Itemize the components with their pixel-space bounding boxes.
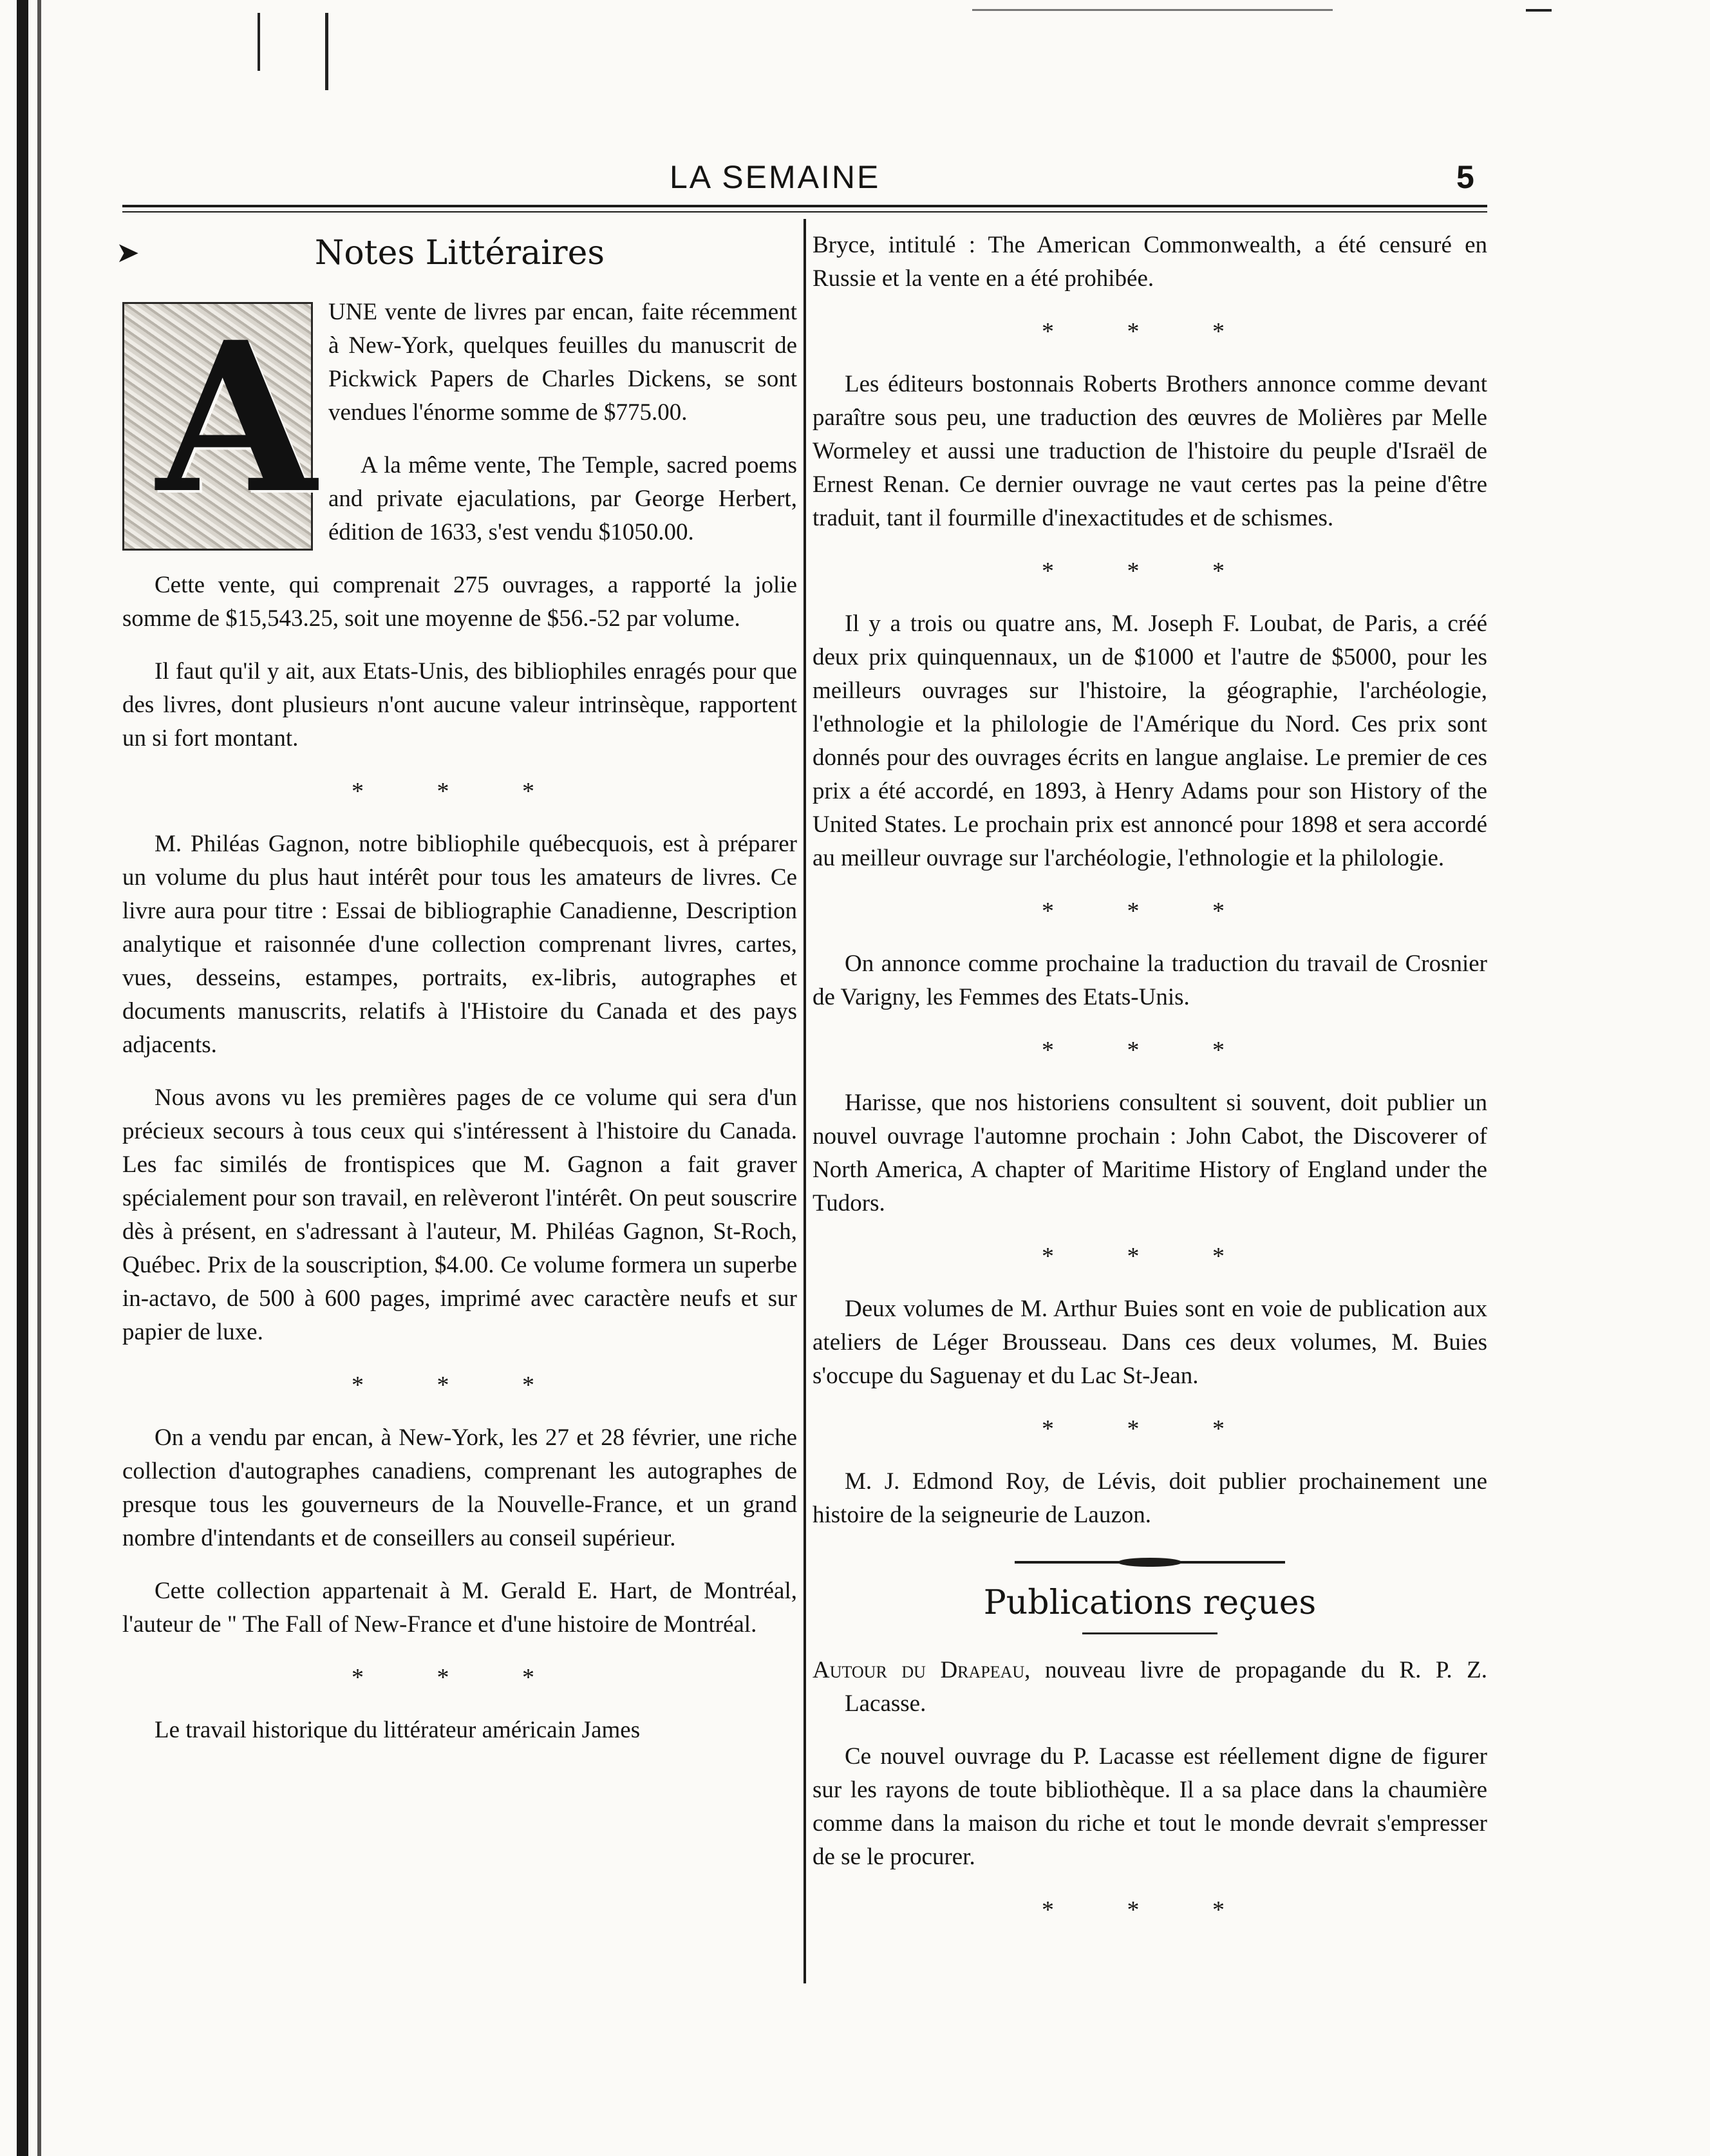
paragraph: Cette vente, qui comprenait 275 ouvrages, a rapporté la jolie somme de $15,543.25, soit une moyenne de $56.-52 par volume. — [122, 572, 797, 632]
scan-mark — [1526, 9, 1552, 12]
paragraph: M. Philéas Gagnon, notre bibliophile québecquois, est à préparer un volume du plus haut intérêt pour tous les amateurs de livres. Ce livre aura pour titre : Essai de bibliographie Canadienne, Description analytique et raisonnée d'une collection comprenant livres, cartes, vues, desseins, estampes, portraits, ex-libris, autographes et documents manuscrits, relatifs à l'Histoire du Canada et des pays adjacents. — [122, 831, 797, 1058]
paragraph: Bryce, intitulé : The American Commonwealth, a été censuré en Russie et la vente en a été prohibée. — [813, 232, 1487, 292]
ornamental-rule — [1015, 1558, 1285, 1567]
paragraph: A la même vente, The Temple, sacred poems and private ejaculations, par George Herbert, édition de 1633, s'est vendu $1050.00. — [328, 452, 797, 545]
asterism-separator: * * * — [1042, 1037, 1258, 1064]
scan-mark — [258, 13, 260, 71]
book-description: nouveau livre de propagande du R. P. Z. Lacasse. — [845, 1657, 1487, 1717]
asterism-separator: * * * — [352, 1372, 568, 1399]
section-title-text: Notes Littéraires — [314, 234, 605, 272]
paragraph: Il faut qu'il y ait, aux Etats-Unis, des bibliophiles enragés pour que des livres, dont plusieurs n'ont aucune valeur intrinsèque, rapportent un si fort montant. — [122, 658, 797, 752]
asterism-separator: * * * — [352, 1664, 568, 1691]
dropcap-letter: A — [156, 298, 317, 539]
section-title-publications-recues: Publications reçues — [983, 1584, 1317, 1622]
left-column — [116, 229, 797, 1766]
asterism-separator: * * * — [1042, 1243, 1258, 1270]
page-edge-shadow-inner — [37, 0, 41, 2156]
column-divider — [803, 219, 806, 1983]
header-rule — [122, 205, 1487, 213]
paragraph: On annonce comme prochaine la traduction du travail de Crosnier de Varigny, les Femmes des Etats-Unis. — [813, 950, 1487, 1010]
ornament-center — [1118, 1558, 1182, 1567]
title-underline — [1082, 1632, 1217, 1634]
section-title-notes-litteraires — [116, 234, 797, 272]
book-title: Autour du Drapeau, — [813, 1657, 1031, 1683]
paragraph: Ce nouvel ouvrage du P. Lacasse est réellement digne de figurer sur les rayons de toute bibliothèque. Il a sa place dans la chaumière comme dans la maison du riche et tout le monde devrait s'empresser de se le procurer. — [813, 1743, 1487, 1870]
paragraph: Deux volumes de M. Arthur Buies sont en voie de publication aux ateliers de Léger Brousseau. Dans ces deux volumes, M. Buies s'occupe du Saguenay et du Lac St-Jean. — [813, 1296, 1487, 1389]
asterism-separator: * * * — [1042, 898, 1258, 925]
running-header-title: LA SEMAINE — [670, 159, 881, 195]
ornamental-dropcap — [122, 298, 317, 551]
asterism-separator: * * * — [352, 778, 568, 805]
paragraph: Nous avons vu les premières pages de ce volume qui sera d'un précieux secours à tous ceux qui s'intéressent à l'histoire du Canada. Les fac similés de frontispices que M. Gagnon a fait graver spécialement pour son travail, en relèveront l'intérêt. On peut souscrire dès à présent, en s'adressant à l'auteur, M. Philéas Gagnon, St-Roch, Québec. Prix de la souscription, $4.00. Ce volume formera un superbe in-actavo, de 500 à 600 pages, imprimé avec caractère neufs et sur papier de luxe. — [122, 1084, 797, 1345]
paragraph: Il y a trois ou quatre ans, M. Joseph F. Loubat, de Paris, a créé deux prix quinquennaux, un de $1000 et l'autre de $5000, pour les meilleurs ouvrages sur l'histoire, la géographie, l'archéologie, l'ethnologie et la philologie de l'Amérique du Nord. Ces prix sont donnés pour des ouvrages écrits en langue anglaise. Le premier de ces prix a été accordé, en 1893, à Henry Adams pour son History of the United States. Le prochain prix est annoncé pour 1898 et sera accordé au meilleur ouvrage sur l'archéologie, l'ethnologie et la philologie. — [813, 610, 1487, 871]
paragraph: Harisse, que nos historiens consultent si souvent, doit publier un nouvel ouvrage l'automne prochain : John Cabot, the Discoverer of North America, A chapter of Maritime History of England under the Tudors. — [813, 1090, 1487, 1216]
paragraph: On a vendu par encan, à New-York, les 27 et 28 février, une riche collection d'autographes canadiens, comprenant les autographes de presque tous les gouverneurs de la Nouvelle-France, et un grand nombre d'intendants et de conseillers au conseil supérieur. — [122, 1424, 797, 1551]
scan-mark — [972, 9, 1333, 11]
pointing-hand-icon: ➤ — [116, 236, 140, 269]
right-column — [813, 229, 1487, 1946]
asterism-separator: * * * — [1042, 558, 1258, 585]
paragraph: Le travail historique du littérateur américain James — [155, 1717, 641, 1743]
paragraph: Les éditeurs bostonnais Roberts Brothers annonce comme devant paraître sous peu, une traduction des œuvres de Molières par Melle Wormeley et aussi une traduction de l'histoire du peuple d'Israël de Ernest Renan. Ce dernier ouvrage ne vaut certes pas la peine d'être traduit, tant il fourmille d'inexactitudes et de schismes. — [813, 371, 1487, 531]
asterism-separator: * * * — [1042, 1896, 1258, 1924]
paragraph: UNE vente de livres par encan, faite récemment à New-York, quelques feuilles du manuscrit de Pickwick Papers de Charles Dickens, se sont vendues l'énorme somme de $775.00. — [328, 299, 797, 426]
asterism-separator: * * * — [1042, 318, 1258, 345]
page-edge-shadow — [17, 0, 28, 2156]
asterism-separator: * * * — [1042, 1415, 1258, 1442]
scan-mark — [325, 13, 328, 90]
paragraph: Cette collection appartenait à M. Gerald E. Hart, de Montréal, l'auteur de " The Fall of New-France et d'une histoire de Montréal. — [122, 1578, 797, 1638]
page-number: 5 — [1456, 159, 1474, 195]
book-entry — [813, 1654, 1487, 1721]
paragraph: M. J. Edmond Roy, de Lévis, doit publier prochainement une histoire de la seigneurie de Lauzon. — [813, 1468, 1487, 1528]
